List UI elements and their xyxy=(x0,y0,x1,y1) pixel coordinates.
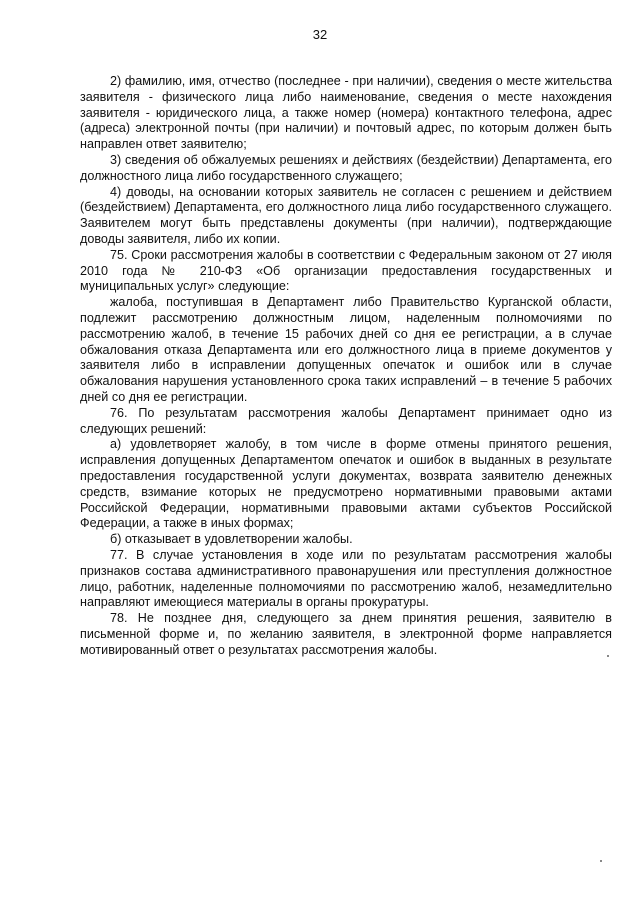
page-number: 32 xyxy=(312,27,328,42)
paragraph-decision-b: б) отказывает в удовлетворении жалобы. xyxy=(110,532,353,547)
paragraph-item-3: 3) сведения об обжалуемых решениях и действиях (бездействии) Департамента, его должностного лица либо государственного служащего; xyxy=(80,152,612,183)
paragraph-complaint-terms: жалоба, поступившая в Департамент либо Правительство Курганской области, подлежит рассмотрению должностным лицом, наделенным полномочиями по рассмотрению жалоб, в течение 15 рабочих дней со дня ее регистрации, а в случае обжалования отказа Департамента или его должностного лица в приеме документов у заявителя либо в исправлении допущенных опечаток и ошибок или в случае обжалования нарушения установленного срока таких исправлений – в течение 5 рабочих дней со дня ее регистрации. xyxy=(80,295,612,404)
scan-artifact-mark xyxy=(600,860,602,862)
paragraph-decision-a: а) удовлетворяет жалобу, в том числе в форме отмены принятого решения, исправления допущенных Департаментом опечаток и ошибок в выданных в результате предоставления государственной услуги документах, возврата заявителю денежных средств, взимание которых не предусмотрено нормативными правовыми актами Российской Федерации, нормативными правовыми актами субъектов Российской Федерации, а также в иных формах; xyxy=(80,437,612,531)
paragraph-item-4: 4) доводы, на основании которых заявитель не согласен с решением и действием (бездействием) Департамента, его должностного лица либо государственного служащего. Заявителем могут быть представлены документы (при наличии), подтверждающие доводы заявителя, либо их копии. xyxy=(80,184,612,246)
paragraph-item-2: 2) фамилию, имя, отчество (последнее - при наличии), сведения о месте жительства заявителя - физического лица либо наименование, сведения о месте нахождения заявителя - юридического лица, а также номер (номера) контактного телефона, адрес (адреса) электронной почты (при наличии) и почтовый адрес, по которым должен быть направлен ответ заявителю; xyxy=(80,74,612,152)
paragraph-77: 77. В случае установления в ходе или по результатам рассмотрения жалобы признаков состава административного правонарушения или преступления должностное лицо, работник, наделенные полномочиями по рассмотрению жалоб, незамедлительно направляют имеющиеся материалы в органы прокуратуры. xyxy=(80,547,612,610)
scan-artifact-mark xyxy=(607,655,609,657)
document-body xyxy=(80,74,612,658)
paragraph-78: 78. Не позднее дня, следующего за днем принятия решения, заявителю в письменной форме и, по желанию заявителя, в электронной форме направляется мотивированный ответ о результатах рассмотрения жалобы. xyxy=(80,611,612,657)
paragraph-75: 75. Сроки рассмотрения жалобы в соответствии с Федеральным законом от 27 июля 2010 года № 210-ФЗ «Об организации предоставления государственных и муниципальных услуг» следующие: xyxy=(80,247,612,294)
paragraph-76: 76. По результатам рассмотрения жалобы Департамент принимает одно из следующих решений: xyxy=(80,405,612,436)
